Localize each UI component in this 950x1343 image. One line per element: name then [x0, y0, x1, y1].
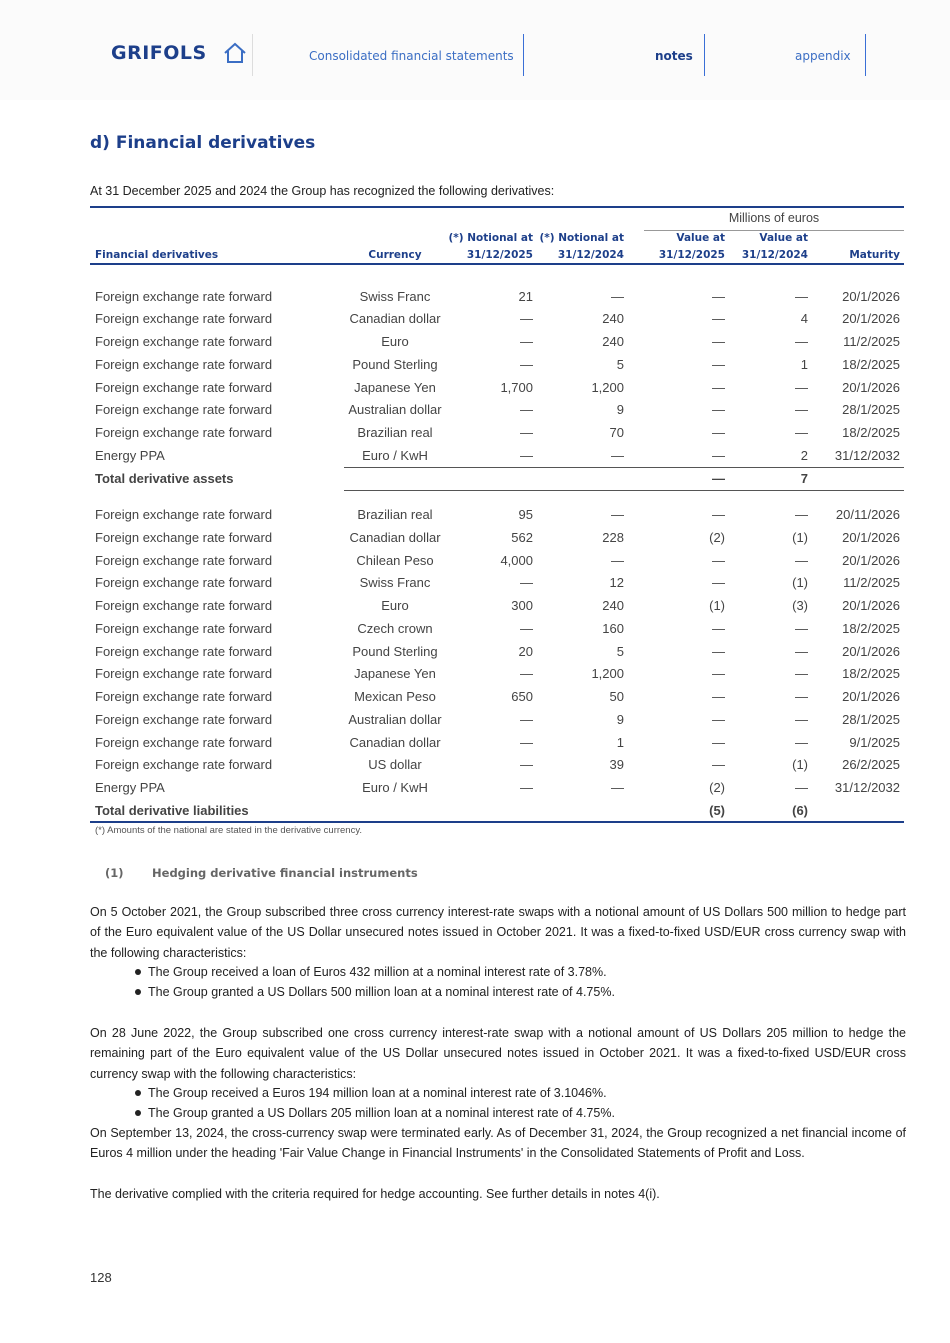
table-row [90, 354, 904, 376]
table-row [90, 641, 904, 663]
cell-maturity: 20/1/2026 [842, 379, 900, 395]
table-top-rule [90, 206, 904, 208]
cell-notional-2025: — [520, 402, 533, 418]
bullet-item: The Group received a Euros 194 million loan at a nominal interest rate of 3.1046%. [135, 1083, 607, 1103]
intro-text: At 31 December 2025 and 2024 the Group has recognized the following derivatives: [90, 184, 555, 198]
table-row [90, 550, 904, 572]
cell-currency: Canadian dollar [349, 734, 441, 750]
cell-value-2025: — [712, 507, 725, 522]
cell-value-2024: — [795, 734, 808, 750]
header-value-2025: Value at 31/12/2025 [658, 232, 725, 261]
cell-instrument: Foreign exchange rate forward [95, 689, 273, 704]
table-row [90, 754, 904, 776]
cell-value-2024: — [795, 379, 808, 395]
table-row [90, 399, 904, 421]
cell-currency: Swiss Franc [359, 575, 431, 591]
cell-maturity: 20/1/2026 [842, 552, 900, 568]
cell-instrument: Foreign exchange rate forward [95, 507, 273, 522]
cell-maturity: 20/1/2026 [842, 643, 900, 659]
cell-notional-2024: 240 [602, 311, 624, 327]
cell-notional-2024: 5 [616, 643, 624, 659]
cell-notional-2024: — [611, 552, 624, 568]
cell-value-2025: — [712, 711, 725, 727]
cell-value-2025: — [712, 643, 725, 659]
cell-currency: Euro / KwH [362, 447, 428, 463]
bullet-item: The Group granted a US Dollars 205 million loan at a nominal interest rate of 4.75%. [135, 1103, 615, 1123]
cell-notional-2025: — [520, 334, 533, 349]
table-row [90, 504, 904, 526]
table-row [90, 663, 904, 685]
cell-notional-2024: 1 [616, 734, 624, 750]
cell-value-2024: — [795, 666, 808, 682]
cell-value-2025: — [712, 311, 725, 327]
cell-notional-2025: — [520, 311, 533, 327]
cell-value-2024: — [795, 334, 808, 349]
header-notional-2024: (*) Notional at 31/12/2024 [539, 232, 624, 261]
cell-maturity: 20/11/2026 [835, 507, 900, 522]
home-icon[interactable] [222, 41, 248, 65]
cell-value-2024: — [795, 288, 808, 304]
cell-currency: Mexican Peso [354, 689, 436, 704]
cell-notional-2024: — [611, 447, 624, 463]
table-row [90, 331, 904, 353]
subsection-heading [105, 866, 418, 880]
cell-notional-2025: 21 [518, 288, 533, 304]
cell-currency: Swiss Franc [359, 288, 431, 304]
cell-notional-2024: 9 [616, 711, 624, 727]
nav-appendix[interactable]: appendix [795, 49, 851, 63]
page-number: 128 [90, 1270, 112, 1285]
paragraph: The derivative complied with the criteria required for hedge accounting. See further details in notes 4(i). [90, 1187, 660, 1201]
cell-notional-2024: 240 [602, 598, 624, 613]
cell-notional-2024: 160 [602, 620, 624, 636]
cell-notional-2025: — [520, 425, 533, 440]
paragraph: On 28 June 2022, the Group subscribed one cross currency interest-rate swap with a notional amount of US Dollars 205 million to hedge the remaining part of the Euro equivalent value of the US Dollar unsecured notes issued in October 2021. It was a fixed-to-fixed USD/EUR cross currency swap with the following characteristics: [90, 1026, 906, 1081]
bullet-icon [135, 989, 141, 995]
cell-value-2024: 4 [800, 311, 808, 327]
cell-notional-2024: 12 [609, 575, 624, 591]
page-header [0, 0, 950, 100]
table-row [90, 777, 904, 799]
cell-notional-2025: 562 [511, 529, 533, 545]
cell-notional-2025: — [520, 734, 533, 750]
cell-value-2024: — [795, 780, 808, 795]
cell-notional-2024: 50 [609, 689, 624, 704]
table-row [90, 527, 904, 549]
cell-instrument: Foreign exchange rate forward [95, 666, 273, 682]
cell-maturity: 20/1/2026 [842, 689, 900, 704]
cell-notional-2024: 39 [609, 757, 624, 773]
cell-value-2024: — [795, 711, 808, 727]
cell-value-2024: — [795, 425, 808, 440]
cell-currency: Brazilian real [357, 507, 433, 522]
header-maturity: Maturity [849, 249, 900, 261]
cell-notional-2025: — [520, 620, 533, 636]
cell-currency: Australian dollar [348, 711, 442, 727]
cell-notional-2025: — [520, 666, 533, 682]
cell-instrument: Foreign exchange rate forward [95, 711, 273, 727]
table-row [90, 377, 904, 399]
cell-notional-2024: 5 [616, 356, 624, 372]
cell-instrument: Energy PPA [95, 447, 165, 463]
cell-notional-2025: — [520, 711, 533, 727]
assets-total-bottom-rule [344, 490, 904, 491]
bullet-icon [135, 1110, 141, 1116]
cell-maturity: 20/1/2026 [842, 598, 900, 613]
cell-notional-2025: 300 [511, 598, 533, 613]
cell-maturity: 28/1/2025 [842, 402, 900, 418]
bullet-icon [135, 969, 141, 975]
cell-maturity: 31/12/2032 [834, 780, 900, 795]
cell-currency: Japanese Yen [354, 379, 436, 395]
cell-notional-2025: — [520, 757, 533, 773]
cell-value-2025: — [712, 689, 725, 704]
cell-notional-2024: 9 [616, 402, 624, 418]
cell-value-2024: (1) [792, 757, 808, 773]
cell-value-2024: — [795, 402, 808, 418]
cell-notional-2025: — [520, 356, 533, 372]
cell-notional-2024: 228 [602, 529, 624, 545]
header-bottom-rule [90, 263, 904, 265]
cell-value-2025: (2) [709, 529, 725, 545]
cell-instrument: Foreign exchange rate forward [95, 334, 273, 349]
cell-value-2024: 1 [800, 356, 808, 372]
table-row [90, 686, 904, 708]
bullet-icon [135, 1090, 141, 1096]
table-row [90, 709, 904, 731]
cell-instrument: Foreign exchange rate forward [95, 552, 273, 568]
cell-maturity: 9/1/2025 [849, 734, 900, 750]
cell-value-2025: — [712, 288, 725, 304]
bullet-item: The Group granted a US Dollars 500 million loan at a nominal interest rate of 4.75%. [135, 982, 615, 1002]
cell-maturity: 18/2/2025 [842, 666, 900, 682]
table-row [90, 618, 904, 640]
cell-value-2025: — [712, 666, 725, 682]
bullet-item: The Group received a loan of Euros 432 million at a nominal interest rate of 3.78%. [135, 962, 607, 982]
cell-currency: Czech crown [357, 620, 433, 636]
cell-maturity: 20/1/2026 [842, 288, 900, 304]
cell-currency: Chilean Peso [356, 552, 434, 568]
cell-instrument: Foreign exchange rate forward [95, 598, 273, 613]
cell-instrument: Energy PPA [95, 780, 165, 795]
cell-value-2025: — [712, 757, 725, 773]
header-divider [252, 34, 253, 76]
cell-instrument: Foreign exchange rate forward [95, 734, 273, 750]
cell-value-2024: — [795, 507, 808, 522]
cell-value-2024: — [795, 620, 808, 636]
subsection-title: Hedging derivative financial instruments [152, 866, 418, 880]
cell-value-2025: (1) [709, 598, 725, 613]
cell-currency: Brazilian real [357, 425, 433, 440]
header-currency: Currency [368, 249, 422, 261]
header-notional-2025: (*) Notional at 31/12/2025 [448, 232, 533, 261]
section-title: d) Financial derivatives [90, 133, 316, 153]
nav-notes[interactable]: notes [655, 49, 693, 63]
cell-maturity: 18/2/2025 [842, 356, 900, 372]
cell-currency: Pound Sterling [352, 643, 438, 659]
header-divider [865, 34, 866, 76]
cell-value-2024: — [795, 552, 808, 568]
cell-notional-2024: — [611, 288, 624, 304]
cell-currency: Pound Sterling [352, 356, 438, 372]
cell-value-2024: (1) [792, 575, 808, 591]
header-financial-derivatives: Financial derivatives [95, 249, 219, 261]
table-row [90, 572, 904, 594]
cell-maturity: 31/12/2032 [834, 447, 900, 463]
cell-currency: Euro / KwH [362, 780, 428, 795]
cell-value-2024: 2 [800, 447, 808, 463]
cell-notional-2025: — [520, 780, 533, 795]
cell-value-2025: — [712, 734, 725, 750]
cell-maturity: 18/2/2025 [842, 425, 900, 440]
table-row [90, 308, 904, 330]
cell-currency: Euro [381, 598, 409, 613]
cell-value-2025: (2) [709, 780, 725, 795]
cell-value-2025: — [712, 552, 725, 568]
cell-currency: Canadian dollar [349, 311, 441, 327]
cell-maturity: 18/2/2025 [842, 620, 900, 636]
cell-notional-2024: 240 [602, 334, 624, 349]
cell-value-2025: — [712, 620, 725, 636]
cell-instrument: Foreign exchange rate forward [95, 288, 273, 304]
table-row [90, 595, 904, 617]
cell-value-2025: — [712, 447, 725, 463]
cell-notional-2024: 70 [609, 425, 624, 440]
cell-maturity: 11/2/2025 [843, 334, 900, 349]
table-bottom-rule [90, 821, 904, 823]
nav-consolidated-statements[interactable]: Consolidated financial statements [309, 49, 514, 63]
cell-value-2025: — [712, 356, 725, 372]
cell-currency: US dollar [368, 757, 422, 773]
cell-maturity: 28/1/2025 [842, 711, 900, 727]
cell-currency: Euro [381, 334, 409, 349]
cell-notional-2024: — [611, 507, 624, 522]
cell-value-2025: — [712, 575, 725, 591]
cell-instrument: Foreign exchange rate forward [95, 620, 273, 636]
table-row [90, 445, 904, 467]
grifols-logo[interactable]: GRIFOLS [111, 42, 207, 64]
header-divider [523, 34, 524, 76]
cell-notional-2025: 4,000 [500, 552, 533, 568]
cell-value-2025: — [712, 334, 725, 349]
cell-currency: Japanese Yen [354, 666, 436, 682]
cell-instrument: Foreign exchange rate forward [95, 757, 273, 773]
cell-instrument: Foreign exchange rate forward [95, 425, 273, 440]
table-row [90, 732, 904, 754]
cell-instrument: Foreign exchange rate forward [95, 311, 273, 327]
cell-notional-2024: 1,200 [591, 666, 624, 682]
cell-instrument: Foreign exchange rate forward [95, 643, 273, 659]
cell-value-2025: — [712, 402, 725, 418]
cell-notional-2024: — [611, 780, 624, 795]
cell-notional-2025: — [520, 447, 533, 463]
paragraph: On September 13, 2024, the cross-currency swap were terminated early. As of December 31, 2024, the Group recognized a net financial income of Euros 4 million under the heading 'Fair Value Change in Financial Instruments' in the Consolidated Statements of Profit and Loss. [90, 1126, 906, 1161]
cell-maturity: 20/1/2026 [842, 529, 900, 545]
table-row [90, 286, 904, 308]
cell-maturity: 26/2/2025 [842, 757, 900, 773]
header-divider [704, 34, 705, 76]
cell-currency: Canadian dollar [349, 529, 441, 545]
cell-notional-2025: 95 [518, 507, 533, 522]
cell-notional-2024: 1,200 [591, 379, 624, 395]
cell-value-2024: (1) [792, 529, 808, 545]
cell-value-2024: (3) [792, 598, 808, 613]
cell-instrument: Foreign exchange rate forward [95, 379, 273, 395]
liabilities-total-row: Total derivative liabilities (5) (6) [95, 803, 808, 818]
cell-instrument: Foreign exchange rate forward [95, 575, 273, 591]
cell-instrument: Foreign exchange rate forward [95, 356, 273, 372]
paragraph: On 5 October 2021, the Group subscribed three cross currency interest-rate swaps with a notional amount of US Dollars 500 million to hedge part of the Euro equivalent value of the US Dollar unsecured notes issued in October 2021. It was a fixed-to-fixed USD/EUR cross currency swap with the following characteristics: [90, 905, 906, 960]
cell-notional-2025: 20 [518, 643, 533, 659]
cell-currency: Australian dollar [348, 402, 442, 418]
cell-value-2025: — [712, 379, 725, 395]
cell-maturity: 20/1/2026 [842, 311, 900, 327]
cell-maturity: 11/2/2025 [843, 575, 900, 591]
assets-total-row: Total derivative assets — 7 [95, 471, 808, 486]
cell-value-2025: — [712, 425, 725, 440]
cell-notional-2025: 1,700 [500, 379, 533, 395]
subsection-number: (1) [105, 866, 124, 880]
cell-notional-2025: 650 [511, 689, 533, 704]
table-row [90, 422, 904, 444]
cell-value-2024: — [795, 643, 808, 659]
cell-instrument: Foreign exchange rate forward [95, 529, 273, 545]
cell-value-2024: — [795, 689, 808, 704]
cell-notional-2025: — [520, 575, 533, 591]
units-label: Millions of euros [728, 211, 820, 225]
cell-instrument: Foreign exchange rate forward [95, 402, 273, 418]
table-footnote: (*) Amounts of the national are stated in the derivative currency. [95, 825, 363, 836]
header-value-2024: Value at 31/12/2024 [741, 232, 808, 261]
